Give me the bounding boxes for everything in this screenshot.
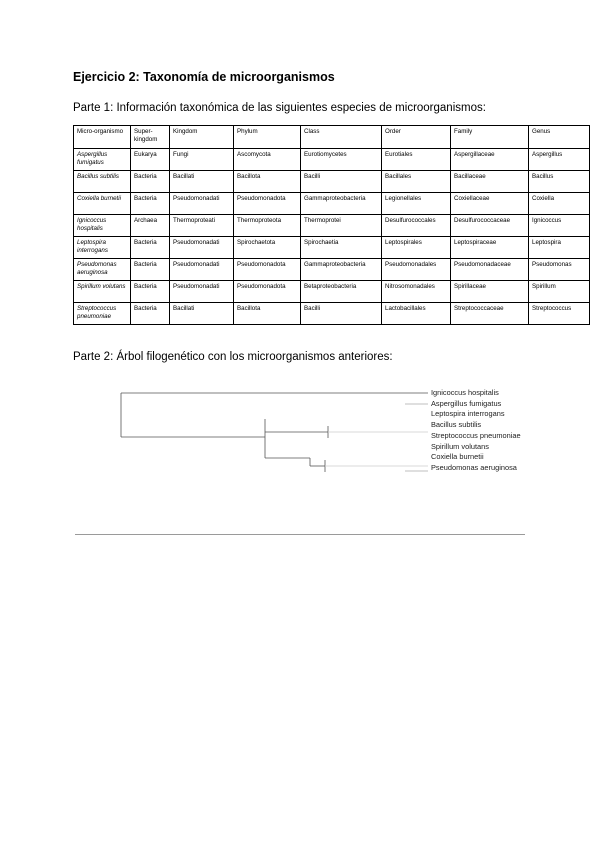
table-cell: Streptococcus xyxy=(529,303,590,325)
table-cell: Ascomycota xyxy=(234,149,301,171)
table-cell: Bacteria xyxy=(131,193,170,215)
table-cell: Thermoprotei xyxy=(301,215,382,237)
table-cell: Thermoproteota xyxy=(234,215,301,237)
table-cell: Leptospira xyxy=(529,237,590,259)
table-cell: Aspergillaceae xyxy=(451,149,529,171)
table-cell: Pseudomonadati xyxy=(170,259,234,281)
table-cell: Thermoproteati xyxy=(170,215,234,237)
table-header-cell: Micro-organismo xyxy=(74,126,131,149)
table-cell: Lactobacillales xyxy=(382,303,451,325)
table-cell: Nitrosomonadales xyxy=(382,281,451,303)
table-cell: Bacillati xyxy=(170,171,234,193)
species-cell: Spirillum volutans xyxy=(74,281,131,303)
table-cell: Spirochaetia xyxy=(301,237,382,259)
table-cell: Ignicoccus xyxy=(529,215,590,237)
tree-leaf-label: Coxiella burnetii xyxy=(431,452,484,462)
table-header-cell: Phylum xyxy=(234,126,301,149)
divider-line xyxy=(75,534,525,535)
table-header-cell: Family xyxy=(451,126,529,149)
species-cell: Bacillus subtilis xyxy=(74,171,131,193)
table-cell: Bacteria xyxy=(131,237,170,259)
table-cell: Bacteria xyxy=(131,281,170,303)
species-cell: Ignicoccus hospitalis xyxy=(74,215,131,237)
table-cell: Bacillota xyxy=(234,303,301,325)
table-cell: Bacillati xyxy=(170,303,234,325)
table-cell: Bacillaceae xyxy=(451,171,529,193)
table-cell: Spirochaetota xyxy=(234,237,301,259)
species-cell: Streptococcus pneumoniae xyxy=(74,303,131,325)
table-cell: Legionellales xyxy=(382,193,451,215)
table-cell: Pseudomonadati xyxy=(170,281,234,303)
table-cell: Eukarya xyxy=(131,149,170,171)
tree-leaf-label: Aspergillus fumigatus xyxy=(431,398,502,408)
tree-leaf-label: Pseudomonas aeruginosa xyxy=(431,462,517,472)
table-header-cell: Kingdom xyxy=(170,126,234,149)
table-cell: Pseudomonadati xyxy=(170,237,234,259)
part1-heading: Parte 1: Información taxonómica de las siguientes especies de microorganismos: xyxy=(73,102,486,114)
table-cell: Pseudomonadota xyxy=(234,281,301,303)
table-cell: Gammaproteobacteria xyxy=(301,193,382,215)
table-cell: Streptococcaceae xyxy=(451,303,529,325)
table-cell: Desulfurococcales xyxy=(382,215,451,237)
table-cell: Desulfurococcaceae xyxy=(451,215,529,237)
species-cell: Leptospira interrogans xyxy=(74,237,131,259)
table-cell: Pseudomonadaceae xyxy=(451,259,529,281)
page-title: Ejercicio 2: Taxonomía de microorganismos xyxy=(73,70,335,84)
part2-heading: Parte 2: Árbol filogenético con los microorganismos anteriores: xyxy=(73,351,393,363)
tree-leaf-label: Bacillus subtilis xyxy=(431,420,482,430)
table-cell: Leptospirales xyxy=(382,237,451,259)
table-cell: Pseudomonas xyxy=(529,259,590,281)
table-cell: Eurotiales xyxy=(382,149,451,171)
table-header-cell: Genus xyxy=(529,126,590,149)
table-cell: Pseudomonadales xyxy=(382,259,451,281)
tree-leaf-label: Streptococcus pneumoniae xyxy=(431,430,521,440)
table-cell: Bacteria xyxy=(131,303,170,325)
table-cell: Coxiellaceae xyxy=(451,193,529,215)
table-cell: Bacilli xyxy=(301,171,382,193)
table-cell: Fungi xyxy=(170,149,234,171)
table-cell: Betaproteobacteria xyxy=(301,281,382,303)
table-cell: Bacteria xyxy=(131,259,170,281)
table-cell: Spirillaceae xyxy=(451,281,529,303)
table-header-cell: Class xyxy=(301,126,382,149)
table-cell: Pseudomonadati xyxy=(170,193,234,215)
table-cell: Bacillota xyxy=(234,171,301,193)
table-cell: Bacillales xyxy=(382,171,451,193)
table-cell: Pseudomonadota xyxy=(234,193,301,215)
table-cell: Pseudomonadota xyxy=(234,259,301,281)
tree-leaf-label: Leptospira interrogans xyxy=(431,409,505,419)
table-cell: Coxiella xyxy=(529,193,590,215)
tree-leaf-label: Spirillum volutans xyxy=(431,441,489,451)
table-cell: Spirillum xyxy=(529,281,590,303)
table-cell: Gammaproteobacteria xyxy=(301,259,382,281)
tree-leaf-label: Ignicoccus hospitalis xyxy=(431,388,499,397)
species-cell: Aspergillus fumigatus xyxy=(74,149,131,171)
table-cell: Eurotiomycetes xyxy=(301,149,382,171)
table-cell: Aspergillus xyxy=(529,149,590,171)
table-header-cell: Super-kingdom xyxy=(131,126,170,149)
table-cell: Archaea xyxy=(131,215,170,237)
table-header-cell: Order xyxy=(382,126,451,149)
species-cell: Pseudomonas aeruginosa xyxy=(74,259,131,281)
species-cell: Coxiella burnetii xyxy=(74,193,131,215)
table-cell: Leptospiraceae xyxy=(451,237,529,259)
table-cell: Bacteria xyxy=(131,171,170,193)
table-cell: Bacilli xyxy=(301,303,382,325)
table-cell: Bacillus xyxy=(529,171,590,193)
